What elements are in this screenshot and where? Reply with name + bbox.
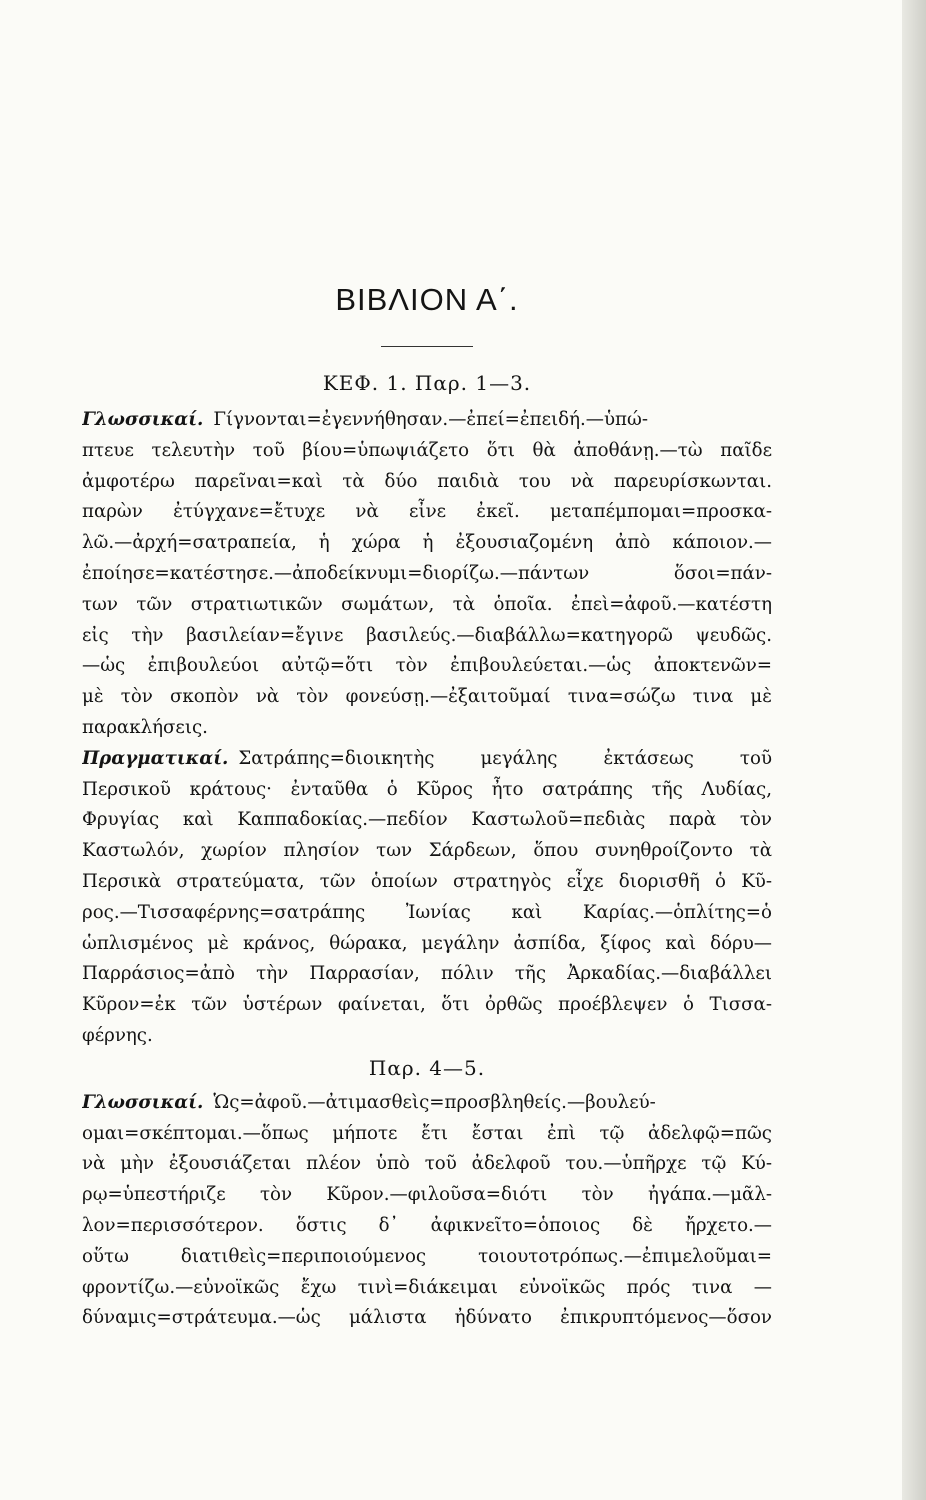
book-title: ΒΙΒΛΙΟΝ Α΄.: [335, 282, 519, 317]
book-page: [82, 270, 772, 1334]
text-line: δύναμις=στράτευμα.—ὡς μάλιστα ἠδύνατο ἐπικρυπτόμενος—ὅσον: [82, 1307, 772, 1329]
text-line: ἐποίησε=κατέστησε.—ἀποδείκνυμι=διορίζω.—πάντων ὅσοι=πάν-: [82, 562, 772, 584]
text-line: Περσικὰ στρατεύματα, τῶν ὁποίων στρατηγὸς εἶχε διορισθῆ ὁ Κῦ-: [82, 870, 772, 892]
text-line: ομαι=σκέπτομαι.—ὅπως μήποτε ἔτι ἔσται ἐπὶ τῷ ἀδελφῷ=πῶς: [82, 1122, 772, 1144]
fact-paragraph-1: [82, 744, 772, 1052]
text-line: Καστωλόν, χωρίον πλησίον των Σάρδεων, ὅπου συνηθροίζοντο τὰ: [82, 840, 772, 862]
text-line: παρὼν ἐτύγχανε=ἔτυχε νὰ εἶνε ἐκεῖ. μεταπέμπομαι=προσκα-: [82, 501, 772, 523]
text-line: λῶ.—ἀρχή=σατραπεία, ἡ χώρα ἡ ἐξουσιαζομένη ἀπὸ κάποιον.—: [82, 532, 772, 554]
text-line: εἰς τὴν βασιλείαν=ἔγινε βασιλεύς.—διαβάλλω=κατηγορῶ ψευδῶς.: [82, 624, 772, 646]
gloss-label: Γλωσσικαί.: [82, 409, 204, 430]
text-line: παρακλήσεις.: [82, 716, 208, 738]
page-edge-shadow: [902, 0, 926, 1500]
text-line: Φρυγίας καὶ Καππαδοκίας.—πεδίον Καστωλοῦ=πεδιὰς παρὰ τὸν: [82, 809, 772, 831]
text-line: μὲ τὸν σκοπὸν νὰ τὸν φονεύσῃ.—ἐξαιτοῦμαί τινα=σώζω τινα μὲ: [82, 686, 772, 708]
gloss-paragraph-1: [82, 405, 772, 744]
text-line: φέρνης.: [82, 1024, 153, 1046]
text-line: των τῶν στρατιωτικῶν σωμάτων, τὰ ὁποῖα. ἐπεὶ=ἀφοῦ.—κατέστη: [82, 593, 772, 615]
text-line: Πραγματικαί. Σατράπης=διοικητὴς μεγάλης ἐκτάσεως τοῦ: [82, 747, 772, 769]
title-rule: [381, 346, 473, 347]
text-line: πτευε τελευτὴν τοῦ βίου=ὑπωψιάζετο ὅτι θὰ ἀποθάνῃ.—τὼ παῖδε: [82, 439, 772, 461]
text-line: ρῳ=ὑπεστήριζε τὸν Κῦρον.—φιλοῦσα=διότι τὸν ἠγάπα.—μᾶλ-: [82, 1184, 772, 1206]
chapter-heading: ΚΕΦ. 1. Παρ. 1—3.: [322, 371, 532, 395]
gloss-paragraph-2: [82, 1088, 772, 1334]
fact-label: Πραγματικαί.: [82, 747, 229, 769]
text-line: Γλωσσικαί. Γίγνονται=ἐγεννήθησαν.—ἐπεί=ἐπειδή.—ὑπώ-: [82, 409, 648, 430]
text-line: Κῦρον=ἐκ τῶν ὑστέρων φαίνεται, ὅτι ὀρθῶς προέβλεψεν ὁ Τισσα-: [82, 994, 772, 1016]
text-line: Γλωσσικαί. Ὡς=ἀφοῦ.—ἀτιμασθεὶς=προσβληθείς.—βουλεύ-: [82, 1091, 656, 1113]
text-line: οὕτω διατιθεὶς=περιποιούμενος τοιουτοτρόπως.—ἐπιμελοῦμαι=: [82, 1245, 772, 1267]
gloss-label: Γλωσσικαί.: [82, 1091, 204, 1113]
sub-heading: Παρ. 4—5.: [368, 1055, 486, 1080]
text-line: Παρράσιος=ἀπὸ τὴν Παρρασίαν, πόλιν τῆς Ἀρκαδίας.—διαβάλλει: [82, 963, 772, 985]
text-line: Περσικοῦ κράτους· ἐνταῦθα ὁ Κῦρος ἦτο σατράπης τῆς Λυδίας,: [82, 778, 772, 800]
text-line: ἀμφοτέρω παρεῖναι=καὶ τὰ δύο παιδιὰ του νὰ παρευρίσκωνται.: [82, 470, 772, 492]
text-line: λον=περισσότερον. ὅστις δ᾽ ἀφικνεῖτο=ὁποιος δὲ ἤρχετο.—: [82, 1214, 772, 1236]
text-line: φροντίζω.—εὐνοϊκῶς ἔχω τινὶ=διάκειμαι εὐνοϊκῶς πρός τινα —: [82, 1276, 772, 1298]
text-line: ὡπλισμένος μὲ κράνος, θώρακα, μεγάλην ἀσπίδα, ξίφος καὶ δόρυ—: [82, 932, 772, 954]
text-line: νὰ μὴν ἐξουσιάζεται πλέον ὑπὸ τοῦ ἀδελφοῦ του.—ὑπῆρχε τῷ Κύ-: [82, 1153, 772, 1175]
text-line: ρος.—Τισσαφέρνης=σατράπης Ἰωνίας καὶ Καρίας.—ὁπλίτης=ὁ: [82, 901, 772, 923]
text-line: —ὡς ἐπιβουλεύοι αὐτῷ=ὅτι τὸν ἐπιβουλεύεται.—ὡς ἀποκτενῶν=: [82, 655, 772, 677]
